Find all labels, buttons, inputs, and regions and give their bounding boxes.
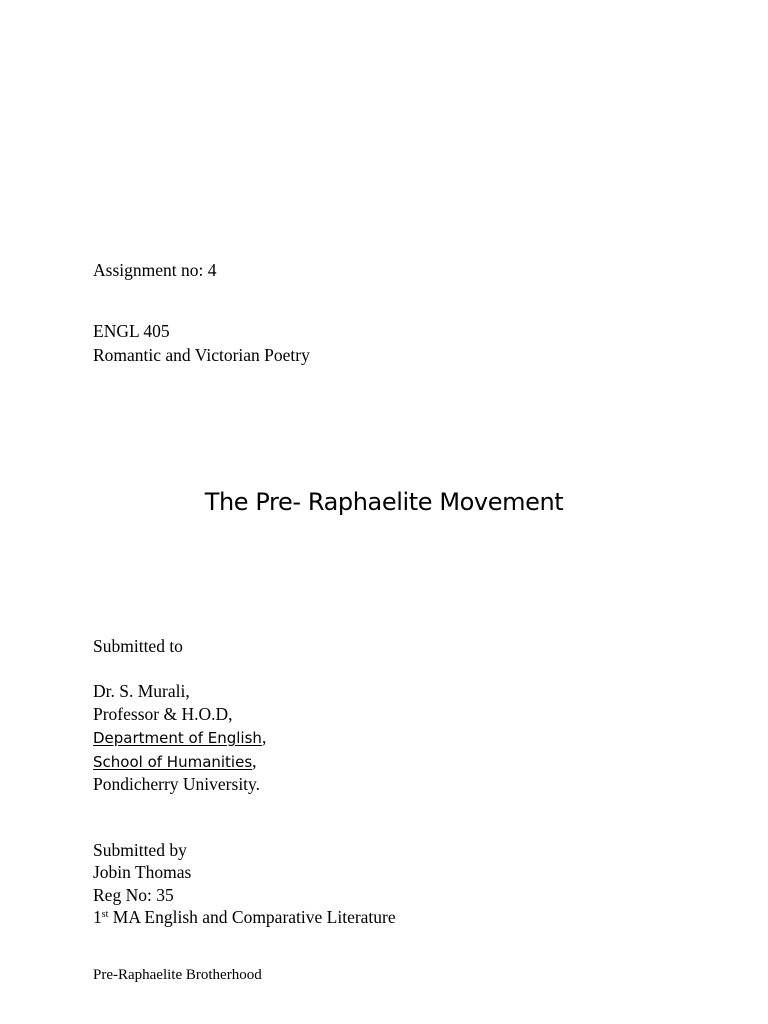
recipient-department-link[interactable]: Department of English (93, 729, 262, 747)
assignment-number: Assignment no: 4 (93, 260, 217, 280)
school-comma: , (252, 751, 257, 771)
recipient-university: Pondicherry University. (93, 774, 261, 794)
year-suffix: st (101, 909, 109, 920)
submitted-by-heading: Submitted by (93, 840, 187, 860)
program-name: MA English and Comparative Literature (108, 907, 396, 927)
course-code: ENGL 405 (93, 321, 170, 341)
year-number: 1 (93, 907, 102, 927)
recipient-school-link[interactable]: School of Humanities (93, 753, 253, 771)
page-footer: Pre-Raphaelite Brotherhood (93, 967, 262, 983)
recipient-department-line (93, 726, 266, 749)
course-name: Romantic and Victorian Poetry (93, 345, 310, 365)
department-comma: , (261, 727, 267, 747)
submitted-to-heading: Submitted to (93, 636, 183, 656)
document-title: The Pre- Raphaelite Movement (204, 488, 564, 516)
submitter-name: Jobin Thomas (93, 862, 192, 882)
recipient-school-line (93, 750, 257, 773)
submitter-reg-number: Reg No: 35 (93, 885, 174, 905)
submitter-program (93, 906, 396, 928)
recipient-position: Professor & H.O.D, (93, 704, 233, 724)
recipient-name: Dr. S. Murali, (93, 681, 190, 701)
